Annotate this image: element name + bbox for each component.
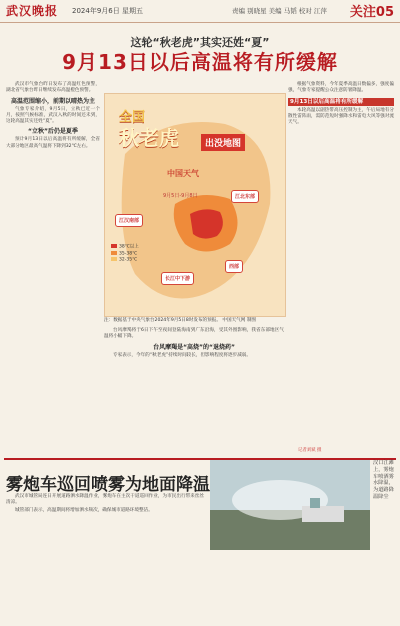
- graphic-title-2: 秋老虎: [119, 126, 179, 150]
- middle-subhead: 台风摩羯是“高烧”的“退烧药”: [153, 343, 235, 351]
- legend-swatch-warm: [111, 251, 117, 255]
- graphic-date: 9月5日-9月8日: [163, 193, 198, 199]
- graphic-title-1: 全国: [119, 110, 146, 125]
- left-para-3: 预计9月13日以后高温将有所缓解，全省大部分地区最高气温将下降到32℃左右。: [6, 137, 100, 149]
- masthead-logo: 武汉晚报: [6, 4, 59, 18]
- right-para-1: 根据气象资料，今年夏季高温日数偏多，强度偏强，气象专家提醒公众注意防暑降温。: [288, 82, 394, 94]
- map-label-4: 长江中下游: [161, 272, 194, 285]
- masthead-editors: 责编 别晓星 美编 马韬 校对 江萍: [232, 7, 327, 15]
- right-para-2: 本轮高温以副热带高压控制为主，午后局地有分散性雷阵雨，需防范短时强降水和雷电大风等强对流天气。: [288, 107, 394, 126]
- weather-map-graphic: [104, 93, 286, 317]
- photo-credit: 记者刘斌 摄: [298, 448, 322, 453]
- bottom-para-1: 武汉市城管局连日开展道路洒水降温作业，雾炮车在主次干道巡回作业，为市民出行带来丝丝清凉。: [6, 494, 204, 506]
- left-para-2: 气象专家介绍，9月5日，立秋已近一个月，按照气候标准，武汉入秋的时间还未到，这轮高温其实还姓“夏”。: [6, 106, 100, 125]
- right-column: [288, 82, 394, 442]
- masthead-date: 2024年9月6日 星期五: [72, 7, 143, 15]
- photo-caption: 汉口江滩上，雾炮车喷洒雾水降温，为道路降温降尘: [373, 460, 394, 500]
- weather-logo: 中国天气: [167, 169, 199, 178]
- legend-hot: 38℃以上: [119, 244, 139, 250]
- street-spray-photo: [210, 460, 370, 550]
- map-label-3: 西部: [225, 260, 243, 273]
- bottom-story: [6, 494, 204, 622]
- legend-swatch-hot: [111, 244, 117, 248]
- graphic-caption: 注：数据基于中央气象台2024年9月5日8时发布的预报。 中国天气网 制图: [104, 318, 257, 323]
- map-label-2: 江北东部: [231, 190, 259, 203]
- kicker: 这轮“秋老虎”其实还姓“夏”: [130, 36, 270, 49]
- left-column: [6, 82, 100, 452]
- masthead: [0, 0, 400, 23]
- map-label-1: 江汉南部: [115, 214, 143, 227]
- legend-warm: 35-38℃: [119, 251, 138, 256]
- middle-column: [104, 328, 284, 452]
- legend-mild: 32-35℃: [119, 257, 138, 263]
- left-subhead-2: “立秋”后仍是夏季: [28, 128, 78, 136]
- graphic-banner: 出没地图: [201, 134, 245, 151]
- middle-para-1: 台风摩羯将于6日下午至夜间登陆海南到广东沿海，受其外围影响，我省东部地区气温将小幅下降。: [104, 328, 284, 340]
- left-subhead-1: 高温范围缩小，前期以晴热为主: [10, 97, 95, 105]
- secondary-headline: 雾炮车巡回喷雾为地面降温: [6, 475, 210, 495]
- photo-illustration: [210, 460, 370, 550]
- legend-swatch-mild: [111, 257, 117, 261]
- bottom-para-2: 城管部门表示，高温期间将增加洒水频次，确保城市道路环境整洁。: [15, 507, 153, 513]
- main-headline: 9月13日以后高温将有所缓解: [62, 50, 338, 74]
- middle-para-2: 专家表示，今年的“秋老虎”持续时间较长，但影响程度将逐步减弱。: [113, 352, 251, 358]
- left-para-1: 武汉市气象台昨日发布了高温红色预警，湖北省气象台昨日继续发布高温橙色预警。: [6, 82, 100, 94]
- map-legend: [111, 244, 139, 264]
- section-label: 关注05: [349, 5, 394, 20]
- right-redbar: 9月13日以后高温将有所缓解: [288, 98, 394, 106]
